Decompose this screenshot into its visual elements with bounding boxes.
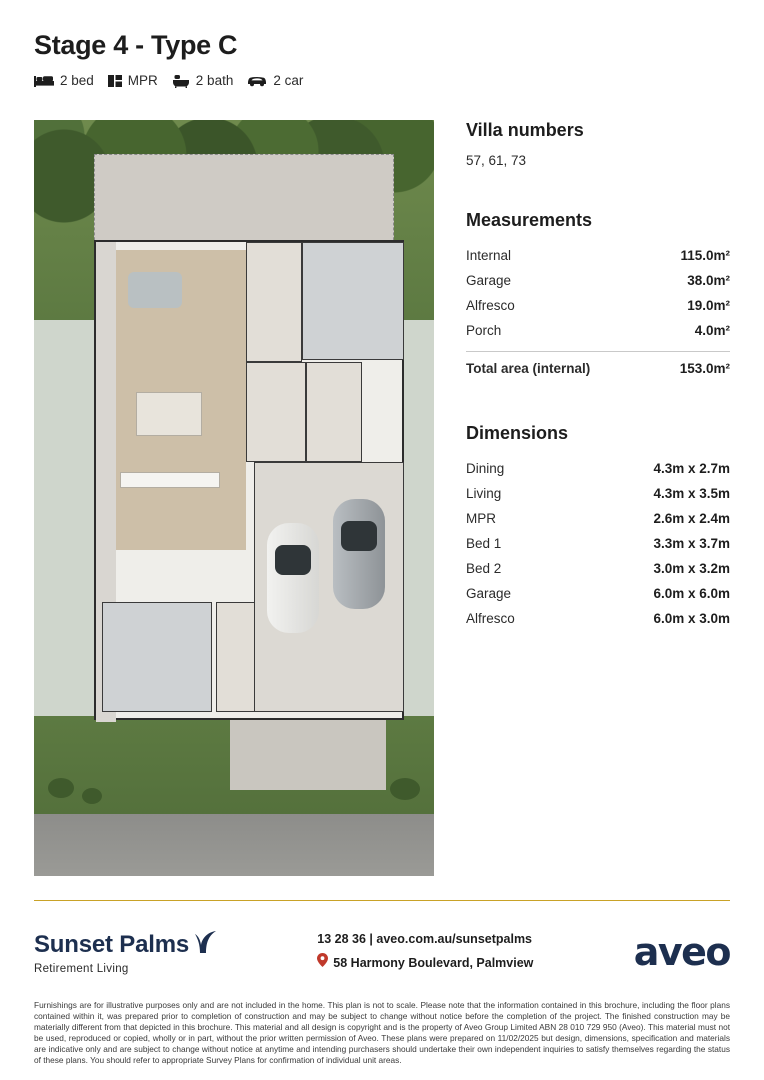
dimension-row — [466, 506, 730, 531]
measurement-label: Porch — [466, 323, 502, 338]
villa-numbers-heading: Villa numbers — [466, 120, 584, 140]
dimension-label: Alfresco — [466, 611, 515, 626]
measurement-row — [466, 243, 730, 268]
feature-car — [247, 73, 303, 88]
measurement-label: Alfresco — [466, 298, 515, 313]
dimension-value: 3.3m x 3.7m — [653, 536, 730, 551]
palm-leaf-icon — [195, 930, 217, 961]
plan-room-kitchen — [246, 242, 302, 362]
plan-sofa — [128, 272, 182, 308]
disclaimer-text: Furnishings are for illustrative purposes only and are not included in the home. This plan is not to scale. Please note that the information contained in this brochure, including the floor plans contained within it, was prepared prior to completion of construction and may be subject to change without notice before the completion of the project. The finished construction may be materially different from that depicted in this brochure. This material and all design is copyright and is the property of Aveo Group Limited ABN 28 010 729 950 (Aveo). This material must not be used, reproduced or copied, wholly or in part, without the prior written permission of Aveo. These plans were prepared on 11/02/2025 but design, dimensions, specification and materials are indicative only and are subject to change without notice at anytime and intending purchasers should undertake their own independent inquiries to satisfy themselves regarding the status of these plans. You should refer to appropriate Survey Plans for confirmation of individual unit areas. — [34, 1000, 730, 1065]
dimension-label: Bed 1 — [466, 536, 502, 551]
feature-bed — [34, 73, 94, 88]
plan-room-garage — [254, 462, 404, 712]
feature-bath-label: 2 bath — [195, 73, 234, 88]
plan-car-white — [267, 523, 319, 633]
measurement-total-value: 153.0m² — [679, 361, 730, 376]
plan-room-mpr — [246, 362, 306, 462]
plan-kitchen-bench — [120, 472, 220, 488]
feature-mpr — [108, 73, 158, 88]
floorplan-image — [34, 120, 434, 876]
plan-bush-3 — [390, 778, 420, 800]
measurement-value: 38.0m² — [687, 273, 730, 288]
contact-address: 58 Harmony Boulevard, Palmview — [333, 956, 534, 970]
dimension-label: Living — [466, 486, 502, 501]
measurement-row — [466, 318, 730, 343]
measurements-heading: Measurements — [466, 210, 593, 230]
plan-room-bath — [306, 362, 362, 462]
dimension-row — [466, 481, 730, 506]
plan-slab — [94, 240, 404, 720]
plan-dining-table — [136, 392, 202, 436]
measurement-label: Garage — [466, 273, 512, 288]
mpr-icon — [108, 74, 122, 88]
dimensions-heading: Dimensions — [466, 423, 569, 443]
plan-room-bed2 — [102, 602, 212, 712]
measurement-value: 19.0m² — [687, 298, 730, 313]
measurement-row — [466, 268, 730, 293]
measurement-row — [466, 293, 730, 318]
plan-road — [34, 814, 434, 876]
plan-car-grey — [333, 499, 385, 609]
plan-alfresco — [94, 154, 394, 250]
bath-icon — [172, 74, 190, 88]
aveo-logo: aveo — [633, 930, 730, 974]
feature-bath — [172, 73, 234, 88]
plan-bush-2 — [82, 788, 102, 804]
feature-mpr-label: MPR — [127, 73, 158, 88]
sunset-palms-tagline: Retirement Living — [34, 962, 129, 975]
sunset-palms-logo — [34, 930, 217, 975]
sunset-palms-name: Sunset Palms — [34, 931, 189, 958]
measurements-divider — [466, 351, 730, 352]
plan-room-bed1 — [302, 242, 404, 360]
dimension-row — [466, 531, 730, 556]
dimension-label: MPR — [466, 511, 496, 526]
dimension-value: 3.0m x 3.2m — [653, 561, 730, 576]
measurement-total-row — [466, 356, 730, 381]
details-column — [466, 120, 730, 631]
dimension-value: 4.3m x 3.5m — [653, 486, 730, 501]
dimension-value: 2.6m x 2.4m — [653, 511, 730, 526]
contact-block — [317, 928, 533, 976]
contact-phone-web[interactable]: 13 28 36 | aveo.com.au/sunsetpalms — [317, 932, 533, 947]
plan-bush-1 — [48, 778, 74, 798]
feature-list — [34, 73, 434, 88]
dimension-row — [466, 581, 730, 606]
measurement-value: 4.0m² — [694, 323, 730, 338]
villa-numbers-section — [466, 120, 730, 168]
header — [34, 30, 434, 88]
bed-icon — [34, 74, 54, 88]
feature-car-label: 2 car — [273, 73, 304, 88]
measurement-label: Internal — [466, 248, 512, 263]
dimension-row — [466, 556, 730, 581]
dimension-value: 4.3m x 2.7m — [653, 461, 730, 476]
location-pin-icon — [317, 952, 328, 976]
dimension-row — [466, 456, 730, 481]
dimension-row — [466, 606, 730, 631]
feature-bed-label: 2 bed — [60, 73, 94, 88]
measurements-section — [466, 210, 730, 381]
dimension-value: 6.0m x 3.0m — [653, 611, 730, 626]
footer — [34, 916, 730, 988]
footer-divider — [34, 900, 730, 901]
dimension-label: Bed 2 — [466, 561, 502, 576]
dimension-value: 6.0m x 6.0m — [653, 586, 730, 601]
measurement-value: 115.0m² — [680, 248, 730, 263]
measurement-total-label: Total area (internal) — [466, 361, 591, 376]
dimension-label: Dining — [466, 461, 505, 476]
page-title: Stage 4 - Type C — [34, 30, 238, 60]
dimensions-section — [466, 423, 730, 631]
villa-numbers-value: 57, 61, 73 — [466, 153, 527, 168]
car-icon — [247, 74, 267, 87]
dimension-label: Garage — [466, 586, 512, 601]
